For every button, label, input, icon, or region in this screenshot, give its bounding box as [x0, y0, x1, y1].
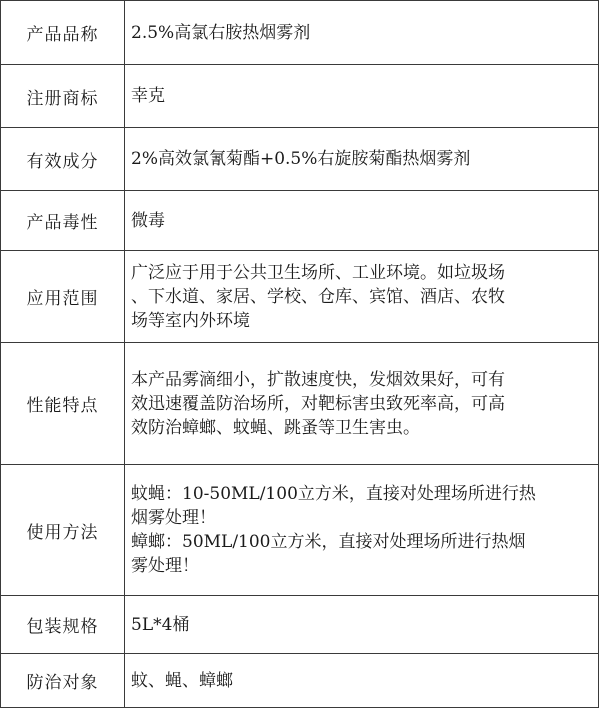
value-line: 幸克: [131, 86, 165, 106]
row-value-packaging: [125, 596, 599, 654]
value-line: 2%高效氯氰菊酯+0.5%右旋胺菊酯热烟雾剂: [131, 149, 471, 169]
row-label-trademark: 注册商标: [1, 65, 125, 128]
table-row: [1, 1, 599, 65]
value-line: 微毒: [131, 210, 165, 231]
value-line: 、下水道、家居、学校、仓库、宾馆、酒店、农牧: [131, 286, 505, 307]
row-value-application-scope: [125, 251, 599, 343]
value-line: 效迅速覆盖防治场所，对靶标害虫致死率高，可高: [131, 393, 505, 414]
row-label-toxicity: 产品毒性: [1, 191, 125, 251]
row-value-usage: [125, 465, 599, 596]
table-row: [1, 191, 599, 251]
value-line: 5L*4桶: [131, 614, 190, 635]
row-value-product-name: [125, 1, 599, 65]
row-label-packaging: 包装规格: [1, 596, 125, 654]
row-label-product-name: 产品品称: [1, 1, 125, 65]
row-label-targets: 防治对象: [1, 654, 125, 708]
row-label-application-scope: 应用范围: [1, 251, 125, 343]
table-row: [1, 65, 599, 128]
table-row: [1, 465, 599, 596]
value-line: 烟雾处理！: [131, 508, 216, 528]
table-row: [1, 654, 599, 708]
table-row: [1, 343, 599, 465]
value-line: 2.5%高氯右胺热烟雾剂: [131, 22, 311, 43]
value-line: 蚊、蝇、蟑螂: [131, 670, 233, 691]
value-line: 本产品雾滴细小，扩散速度快，发烟效果好，可有: [131, 369, 505, 390]
row-value-targets: [125, 654, 599, 708]
value-line: 雾处理！: [131, 556, 199, 576]
row-value-trademark: [125, 65, 599, 128]
table-row: [1, 128, 599, 191]
table-row: [1, 251, 599, 343]
row-value-features: [125, 343, 599, 465]
table-row: [1, 596, 599, 654]
value-line: 场等室内外环境: [131, 310, 250, 331]
row-value-toxicity: [125, 191, 599, 251]
row-label-usage: 使用方法: [1, 465, 125, 596]
value-line: 蚊蝇：10-50ML/100立方米，直接对处理场所进行热: [131, 484, 536, 504]
row-value-active-ingredient: [125, 128, 599, 191]
value-line: 广泛应于用于公共卫生场所、工业环境。如垃圾场: [131, 262, 505, 283]
value-line: 蟑螂：50ML/100立方米，直接对处理场所进行热烟: [131, 532, 526, 552]
row-label-active-ingredient: 有效成分: [1, 128, 125, 191]
row-label-features: 性能特点: [1, 343, 125, 465]
value-line: 效防治蟑螂、蚊蝇、跳蚤等卫生害虫。: [131, 417, 420, 438]
